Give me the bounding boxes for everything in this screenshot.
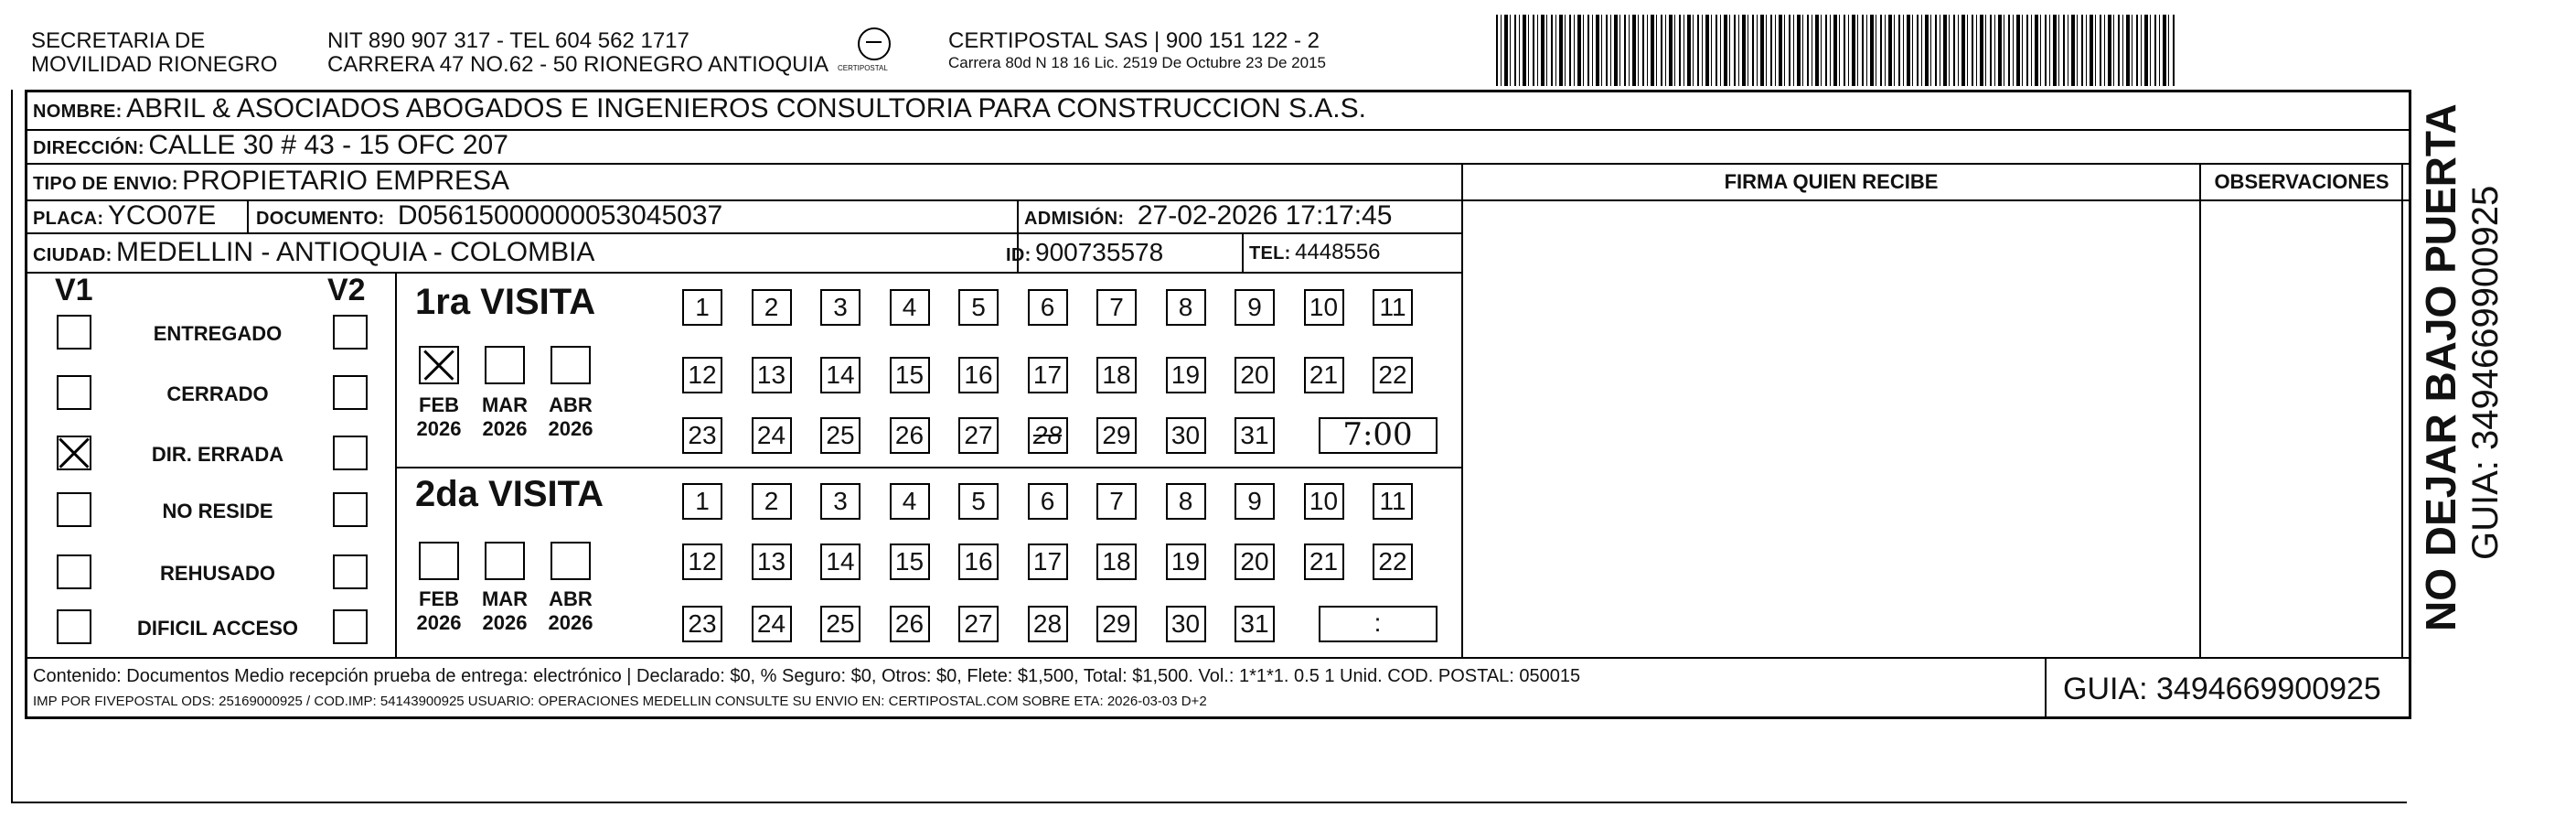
second-visit-day-box[interactable]: 23	[682, 606, 722, 642]
direccion-field	[33, 129, 508, 167]
sender-nit: NIT 890 907 317 - TEL 604 562 1717	[327, 28, 689, 53]
month-label	[539, 393, 603, 441]
status-label: DIR. ERRADA	[151, 443, 284, 466]
first-visit-title: 1ra VISITA	[415, 282, 596, 322]
second-visit-day-box[interactable]: 11	[1373, 483, 1413, 520]
nombre-field	[33, 92, 1366, 130]
second-visit-day-box[interactable]: 21	[1304, 544, 1344, 580]
first-visit-day-box[interactable]: 29	[1096, 417, 1137, 454]
admision-field	[1024, 199, 1392, 237]
status-v1-checkbox[interactable]	[57, 375, 91, 410]
footer-content: Contenido: Documentos Medio recepción prueba de entrega: electrónico | Declarado: $0, % Seguro: $0, Otros: $0, Flete: $1,500, Total: $1,500. Vol.: 1*1*1. 0.5 1 Unid. COD. POSTAL: 050015	[33, 666, 1581, 686]
sender-line-1: SECRETARIA DE	[31, 28, 206, 53]
second-visit-month-mar-checkbox[interactable]	[485, 542, 525, 580]
month-name: FEB	[419, 587, 459, 610]
month-label	[407, 393, 471, 441]
observaciones-header: OBSERVACIONES	[2214, 170, 2389, 193]
placa-field	[33, 199, 216, 237]
second-visit-month-feb-checkbox[interactable]	[419, 542, 459, 580]
page-edge	[11, 802, 2407, 803]
second-visit-day-box[interactable]: 27	[958, 606, 999, 642]
carrier-line-2: Carrera 80d N 18 16 Lic. 2519 De Octubre 23 De 2015	[948, 54, 1326, 71]
month-name: MAR	[481, 393, 529, 416]
second-visit-day-box[interactable]: 1	[682, 483, 722, 520]
second-visit-day-box[interactable]: 4	[890, 483, 930, 520]
first-visit-day-box[interactable]: 9	[1235, 289, 1275, 326]
placa-label: PLACA:	[33, 209, 104, 229]
admision-value: 27-02-2026 17:17:45	[1137, 200, 1393, 231]
first-visit-day-box[interactable]: 16	[958, 357, 999, 393]
second-visit-day-box[interactable]: 15	[890, 544, 930, 580]
first-visit-day-box[interactable]: 26	[890, 417, 930, 454]
tipo-label: TIPO DE ENVIO:	[33, 174, 178, 194]
first-visit-time-field[interactable]: 7:00	[1319, 417, 1438, 454]
rule	[395, 272, 397, 659]
status-v2-checkbox[interactable]	[333, 315, 368, 350]
first-visit-day-box[interactable]: 13	[752, 357, 792, 393]
status-v2-checkbox[interactable]	[333, 375, 368, 410]
second-visit-day-box[interactable]: 18	[1096, 544, 1137, 580]
second-visit-day-box[interactable]: 2	[752, 483, 792, 520]
first-visit-day-box[interactable]: 8	[1166, 289, 1206, 326]
first-visit-month-mar-checkbox[interactable]	[485, 346, 525, 384]
documento-label: DOCUMENTO:	[256, 209, 385, 229]
carrier-info	[948, 29, 1326, 73]
nombre-value: ABRIL & ASOCIADOS ABOGADOS E INGENIEROS CONSULTORIA PARA CONSTRUCCION S.A.S.	[126, 93, 1366, 124]
direccion-value: CALLE 30 # 43 - 15 OFC 207	[148, 130, 508, 160]
first-visit-day-box[interactable]: 6	[1028, 289, 1068, 326]
status-v2-checkbox[interactable]	[333, 436, 368, 470]
month-label	[473, 393, 537, 441]
documento-field	[256, 199, 722, 237]
ciudad-field	[33, 236, 594, 274]
first-visit-day-box[interactable]: 12	[682, 357, 722, 393]
first-visit-day-box[interactable]: 21	[1304, 357, 1344, 393]
second-visit-day-box[interactable]: 30	[1166, 606, 1206, 642]
status-v1-checkbox[interactable]	[57, 492, 91, 527]
tipo-field	[33, 165, 509, 202]
status-v2-checkbox[interactable]	[333, 492, 368, 527]
second-visit-day-box[interactable]: 9	[1235, 483, 1275, 520]
id-label: ID:	[1006, 245, 1031, 265]
tel-value: 4448556	[1295, 240, 1381, 264]
status-v1-checkbox[interactable]	[57, 436, 91, 470]
status-label: ENTREGADO	[153, 322, 283, 345]
status-v2-checkbox[interactable]	[333, 554, 368, 589]
admision-label: ADMISIÓN:	[1024, 209, 1125, 229]
month-label	[473, 587, 537, 635]
second-visit-day-box[interactable]: 13	[752, 544, 792, 580]
ciudad-value: MEDELLIN - ANTIOQUIA - COLOMBIA	[116, 237, 595, 267]
first-visit-day-box[interactable]: 28	[1028, 417, 1068, 454]
rule	[2401, 165, 2403, 659]
nombre-label: NOMBRE:	[33, 102, 123, 122]
second-visit-day-box[interactable]: 5	[958, 483, 999, 520]
logo-caption: CERTIPOSTAL	[838, 64, 888, 72]
month-name: MAR	[481, 587, 529, 610]
rule	[1242, 234, 1244, 273]
tel-label: TEL:	[1249, 243, 1291, 264]
v2-header: V2	[327, 273, 366, 307]
first-visit-day-box[interactable]: 30	[1166, 417, 1206, 454]
first-visit-day-box[interactable]: 14	[820, 357, 860, 393]
first-visit-day-box[interactable]: 22	[1373, 357, 1413, 393]
first-visit-day-box[interactable]: 18	[1096, 357, 1137, 393]
barcode	[1496, 15, 2175, 86]
month-year: 2026	[548, 611, 593, 634]
sender-contact	[327, 29, 828, 77]
first-visit-month-abr-checkbox[interactable]	[550, 346, 591, 384]
month-label	[539, 587, 603, 635]
rule	[247, 201, 249, 234]
first-visit-day-box[interactable]: 11	[1373, 289, 1413, 326]
first-visit-day-box[interactable]: 31	[1235, 417, 1275, 454]
status-v1-checkbox[interactable]	[57, 609, 91, 644]
second-visit-day-box[interactable]: 22	[1373, 544, 1413, 580]
second-visit-day-box[interactable]: 7	[1096, 483, 1137, 520]
first-visit-day-box[interactable]: 5	[958, 289, 999, 326]
second-visit-day-box[interactable]: 19	[1166, 544, 1206, 580]
first-visit-day-box[interactable]: 24	[752, 417, 792, 454]
firma-header: FIRMA QUIEN RECIBE	[1724, 170, 1939, 193]
rule	[395, 467, 1462, 468]
month-year: 2026	[416, 417, 462, 440]
status-label: CERRADO	[166, 382, 269, 405]
status-v2-checkbox[interactable]	[333, 609, 368, 644]
first-visit-day-box[interactable]: 25	[820, 417, 860, 454]
rule	[2045, 659, 2047, 717]
second-visit-day-box[interactable]: 10	[1304, 483, 1344, 520]
second-visit-day-box[interactable]: 12	[682, 544, 722, 580]
status-v1-checkbox[interactable]	[57, 315, 91, 350]
sender-line-2: MOVILIDAD RIONEGRO	[31, 52, 278, 77]
first-visit-day-box[interactable]: 17	[1028, 357, 1068, 393]
first-visit-day-box[interactable]: 2	[752, 289, 792, 326]
month-name: ABR	[549, 587, 593, 610]
first-visit-day-box[interactable]: 15	[890, 357, 930, 393]
second-visit-time-field[interactable]: :	[1319, 606, 1438, 642]
second-visit-day-box[interactable]: 31	[1235, 606, 1275, 642]
second-visit-day-box[interactable]: 17	[1028, 544, 1068, 580]
id-value: 900735578	[1035, 238, 1164, 266]
month-name: ABR	[549, 393, 593, 416]
page-edge	[11, 90, 13, 803]
second-visit-month-abr-checkbox[interactable]	[550, 542, 591, 580]
tipo-value: PROPIETARIO EMPRESA	[182, 166, 509, 196]
second-visit-day-box[interactable]: 3	[820, 483, 860, 520]
first-visit-day-box[interactable]: 1	[682, 289, 722, 326]
month-name: FEB	[419, 393, 459, 416]
rule	[27, 657, 2410, 659]
second-visit-day-box[interactable]: 29	[1096, 606, 1137, 642]
second-visit-day-box[interactable]: 16	[958, 544, 999, 580]
month-year: 2026	[482, 611, 528, 634]
second-visit-day-box[interactable]: 14	[820, 544, 860, 580]
first-visit-day-box[interactable]: 19	[1166, 357, 1206, 393]
sender-name	[31, 29, 277, 77]
month-label	[407, 587, 471, 635]
second-visit-day-box[interactable]: 24	[752, 606, 792, 642]
first-visit-month-feb-checkbox[interactable]	[419, 346, 459, 384]
first-visit-day-box[interactable]: 23	[682, 417, 722, 454]
second-visit-day-box[interactable]: 25	[820, 606, 860, 642]
status-label: DIFICIL ACCESO	[136, 617, 298, 640]
rule	[2199, 165, 2201, 659]
status-label: REHUSADO	[160, 562, 275, 585]
second-visit-day-box[interactable]: 28	[1028, 606, 1068, 642]
id-field	[1006, 236, 1163, 274]
ciudad-label: CIUDAD:	[33, 245, 112, 265]
placa-value: YCO07E	[107, 200, 217, 231]
v1-header: V1	[55, 273, 93, 307]
documento-value: D05615000000053045037	[397, 200, 723, 231]
certipostal-logo-icon	[858, 27, 891, 60]
side-guia: GUIA: 3494669900925	[2465, 185, 2506, 560]
tel-field	[1249, 236, 1381, 272]
first-visit-day-box[interactable]: 7	[1096, 289, 1137, 326]
footer-guia: GUIA: 3494669900925	[2063, 672, 2381, 706]
second-visit-title: 2da VISITA	[415, 474, 604, 514]
month-year: 2026	[416, 611, 462, 634]
footer-print-info: IMP POR FIVEPOSTAL ODS: 25169000925 / COD.IMP: 54143900925 USUARIO: OPERACIONES MEDELLIN CONSULTE SU ENVIO EN: CERTIPOSTAL.COM SOBRE ETA: 2026-03-03 D+2	[33, 694, 1207, 709]
first-visit-day-box[interactable]: 27	[958, 417, 999, 454]
status-v1-checkbox[interactable]	[57, 554, 91, 589]
month-year: 2026	[548, 417, 593, 440]
first-visit-day-box[interactable]: 3	[820, 289, 860, 326]
first-visit-day-box[interactable]: 4	[890, 289, 930, 326]
rule	[1461, 165, 1463, 659]
month-year: 2026	[482, 417, 528, 440]
first-visit-day-box[interactable]: 10	[1304, 289, 1344, 326]
status-label: NO RESIDE	[162, 500, 273, 522]
second-visit-day-box[interactable]: 20	[1235, 544, 1275, 580]
no-dejar-warning: NO DEJAR BAJO PUERTA	[2417, 103, 2464, 631]
direccion-label: DIRECCIÓN:	[33, 138, 144, 158]
sender-address: CARRERA 47 NO.62 - 50 RIONEGRO ANTIOQUIA	[327, 52, 829, 77]
second-visit-day-box[interactable]: 8	[1166, 483, 1206, 520]
second-visit-day-box[interactable]: 6	[1028, 483, 1068, 520]
second-visit-day-box[interactable]: 26	[890, 606, 930, 642]
carrier-line-1: CERTIPOSTAL SAS | 900 151 122 - 2	[948, 28, 1320, 53]
first-visit-day-box[interactable]: 20	[1235, 357, 1275, 393]
